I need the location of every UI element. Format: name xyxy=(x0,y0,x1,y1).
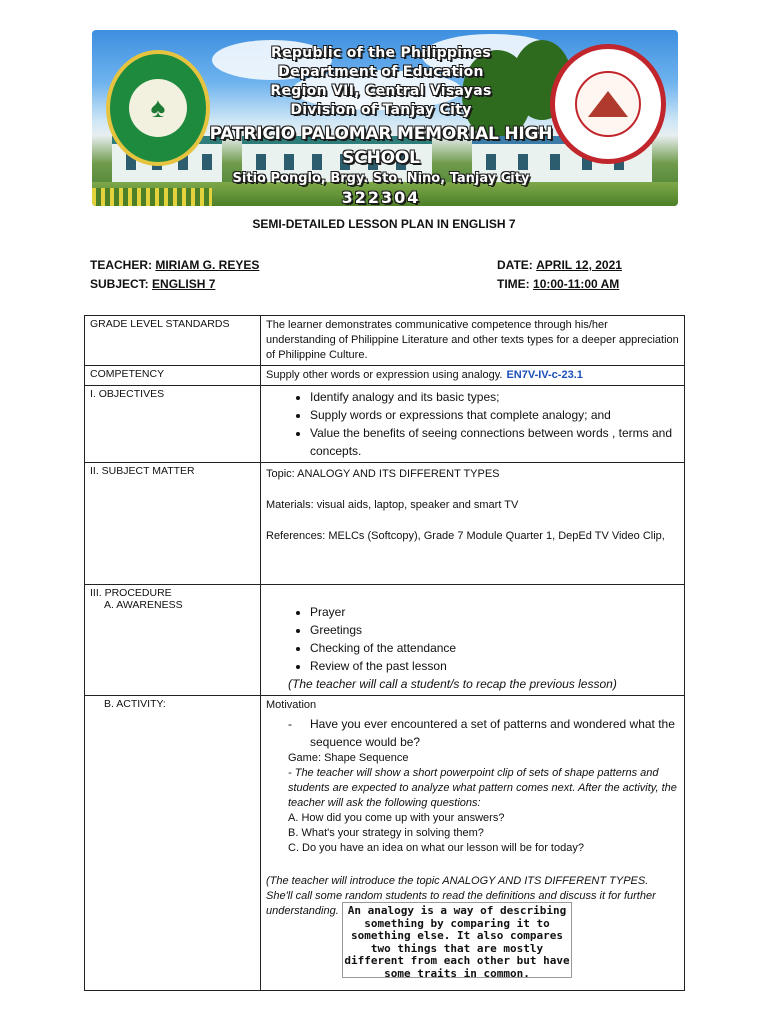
awareness-label: A. AWARENESS xyxy=(104,599,183,611)
list-item: • Identify analogy and its basic types; xyxy=(310,388,679,406)
standards-text: The learner demonstrates communicative competence through his/her understanding of Philippine Literature and other texts types for a deeper appreciation of Philippine Culture. xyxy=(261,316,685,366)
subject-value: ENGLISH 7 xyxy=(152,277,216,291)
school-name: PATRICIO PALOMAR MEMORIAL HIGH SCHOOL xyxy=(209,124,553,168)
table-row xyxy=(85,386,685,463)
school-seal xyxy=(550,44,666,164)
banner-line: Republic of the Philippines xyxy=(270,45,492,61)
banner-line: Region VII, Central Visayas xyxy=(270,83,492,99)
date-value: APRIL 12, 2021 xyxy=(536,258,622,272)
question-c: C. Do you have an idea on what our lesson will be for today? xyxy=(288,842,584,854)
game-description: - The teacher will show a short powerpoint clip of sets of shape patterns and students are expected to analyze what pattern comes next. After the activity, the teacher will ask the following questions: xyxy=(288,767,677,809)
competency-text: Supply other words or expression using analogy. xyxy=(266,369,503,381)
objectives-cell xyxy=(261,386,685,463)
date-line xyxy=(497,258,622,272)
banner-line: Department of Education xyxy=(278,64,484,80)
question-a: A. How did you come up with your answers? xyxy=(288,812,505,824)
mountain-icon xyxy=(588,91,628,117)
topic-text: Topic: ANALOGY AND ITS DIFFERENT TYPES xyxy=(266,468,500,480)
teacher-line xyxy=(90,258,259,272)
awareness-note: (The teacher will call a student/s to recap the previous lesson) xyxy=(288,677,617,691)
procedure-label: III. PROCEDURE xyxy=(90,587,172,599)
people-icon: ♠ xyxy=(150,92,166,123)
table-row xyxy=(85,463,685,585)
table-row xyxy=(85,316,685,366)
subject-matter-cell xyxy=(261,463,685,585)
school-banner xyxy=(92,30,678,206)
list-item: • Review of the past lesson xyxy=(310,657,679,675)
banner-heading xyxy=(202,44,560,206)
list-item: • Supply words or expressions that complete analogy; and xyxy=(310,406,679,424)
game-title: Game: Shape Sequence xyxy=(288,752,409,764)
activity-cell xyxy=(85,696,261,991)
time-value: 10:00-11:00 AM xyxy=(533,277,620,291)
school-id: 322304 xyxy=(341,188,421,206)
topic-intro-note: (The teacher will introduce the topic ANALOGY AND ITS DIFFERENT TYPES. She'll call some random students to read the definitions and discuss it for further understanding. xyxy=(266,875,656,917)
date-label: DATE: xyxy=(497,258,533,272)
list-item: • Checking of the attendance xyxy=(310,639,679,657)
teacher-label: TEACHER: xyxy=(90,258,152,272)
time-label: TIME: xyxy=(497,277,530,291)
competency-code: EN7V-IV-c-23.1 xyxy=(506,369,583,381)
activity-label: B. ACTIVITY: xyxy=(104,698,166,710)
subject-matter-label: II. SUBJECT MATTER xyxy=(85,463,261,585)
list-item: • Greetings xyxy=(310,621,679,639)
objectives-list xyxy=(266,388,679,460)
deped-division-seal xyxy=(106,50,210,166)
awareness-list xyxy=(266,603,679,675)
subject-line xyxy=(90,277,215,291)
competency-label: COMPETENCY xyxy=(85,366,261,386)
awareness-cell xyxy=(261,585,685,696)
materials-text: Materials: visual aids, laptop, speaker and smart TV xyxy=(266,499,519,511)
teacher-name: MIRIAM G. REYES xyxy=(155,258,260,272)
procedure-cell xyxy=(85,585,261,696)
school-address: Sitio Ponglo, Brgy. Sto. Nino, Tanjay City xyxy=(232,171,530,186)
list-item: - Have you ever encountered a set of patterns and wondered what the sequence would be? xyxy=(310,715,679,751)
motivation-list xyxy=(266,715,679,751)
lesson-plan-table xyxy=(84,315,685,991)
time-line xyxy=(497,277,619,291)
list-item: • Value the benefits of seeing connections between words , terms and concepts. xyxy=(310,424,679,460)
document-title: SEMI-DETAILED LESSON PLAN IN ENGLISH 7 xyxy=(252,217,516,231)
motivation-heading: Motivation xyxy=(266,699,317,711)
objectives-label: I. OBJECTIVES xyxy=(85,386,261,463)
question-b: B. What's your strategy in solving them? xyxy=(288,827,484,839)
list-item: • Prayer xyxy=(310,603,679,621)
standards-label: GRADE LEVEL STANDARDS xyxy=(85,316,261,366)
flower-bed xyxy=(92,188,212,206)
banner-line: Division of Tanjay City xyxy=(290,102,472,118)
subject-label: SUBJECT: xyxy=(90,277,149,291)
table-row xyxy=(85,585,685,696)
analogy-definition-callout: An analogy is a way of describing something by comparing it to something else. It also compares two things that are mostly different from each other but have some traits in common. xyxy=(342,902,572,978)
competency-cell xyxy=(261,366,685,386)
references-text: References: MELCs (Softcopy), Grade 7 Module Quarter 1, DepEd TV Video Clip, xyxy=(266,530,665,542)
table-row xyxy=(85,366,685,386)
